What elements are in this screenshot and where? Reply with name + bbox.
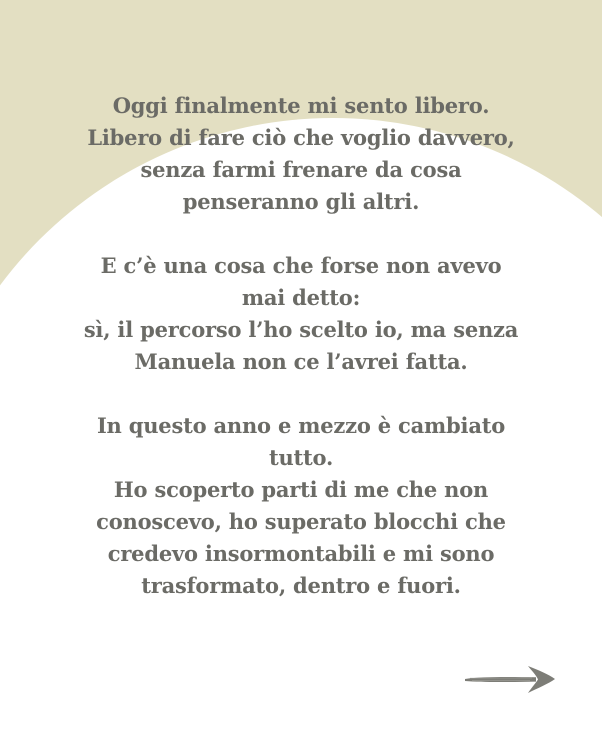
text-line: trasformato, dentro e fuori. [141, 573, 461, 598]
text-line: penseranno gli altri. [182, 189, 420, 214]
text-line: Ho scoperto parti di me che non [113, 477, 489, 502]
text-line: sì, il percorso l’ho scelto io, ma senza [83, 317, 519, 342]
text-line: credevo insormontabili e mi sono [107, 541, 495, 566]
paragraph-2 [0, 250, 602, 378]
text-line: E c’è una cosa che forse non avevo [100, 253, 502, 278]
text-line: senza farmi frenare da cosa [140, 157, 462, 182]
text-line: Oggi finalmente mi sento libero. [112, 93, 490, 118]
text-line: In questo anno e mezzo è cambiato [96, 413, 506, 438]
text-line: tutto. [268, 445, 334, 470]
paragraph-1 [0, 90, 602, 218]
text-line: mai detto: [241, 285, 361, 310]
right-arrow-icon[interactable] [462, 662, 558, 696]
text-line: Libero di fare ciò che voglio davvero, [87, 125, 515, 150]
story-text [0, 90, 602, 602]
text-line: Manuela non ce l’avrei fatta. [134, 349, 468, 374]
text-line: conoscevo, ho superato blocchi che [96, 509, 506, 534]
paragraph-3 [0, 410, 602, 602]
